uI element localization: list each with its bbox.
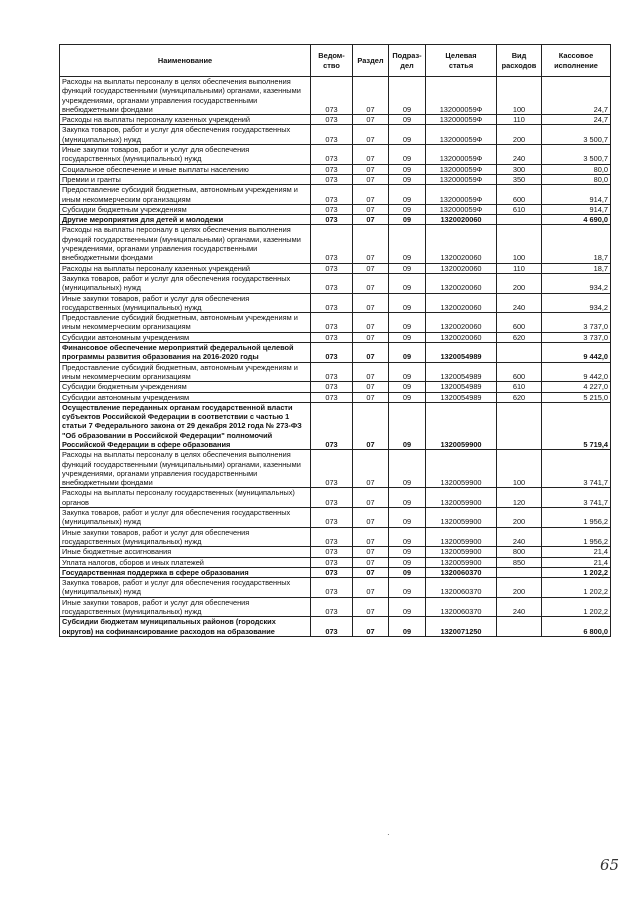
cell-podrazdel: 09 — [389, 508, 426, 528]
cell-podrazdel: 09 — [389, 450, 426, 488]
cell-vid — [497, 343, 542, 363]
cell-vid: 200 — [497, 508, 542, 528]
cell-vid: 120 — [497, 488, 542, 508]
cell-razdel: 07 — [353, 185, 389, 205]
cell-podrazdel: 09 — [389, 547, 426, 557]
cell-ved: 073 — [311, 547, 353, 557]
cell-vid: 610 — [497, 204, 542, 214]
cell-ved: 073 — [311, 164, 353, 174]
cell-name: Расходы на выплаты персоналу казенных учреждений — [60, 263, 311, 273]
cell-razdel: 07 — [353, 547, 389, 557]
cell-ved: 073 — [311, 204, 353, 214]
cell-name: Субсидии бюджетным учреждениям — [60, 204, 311, 214]
cell-sum: 1 202,2 — [542, 597, 611, 617]
cell-podrazdel: 09 — [389, 527, 426, 547]
header-name: Наименование — [60, 45, 311, 77]
cell-podrazdel: 09 — [389, 488, 426, 508]
cell-statya: 1320020060 — [426, 225, 497, 263]
cell-statya: 1320054989 — [426, 343, 497, 363]
cell-ved: 073 — [311, 597, 353, 617]
cell-name: Расходы на выплаты персоналу в целях обеспечения выполнения функций государственными (муниципальными) органами, казенными учреждениями, органами управления государственными внебюджетными фондами — [60, 225, 311, 263]
cell-razdel: 07 — [353, 567, 389, 577]
cell-name: Расходы на выплаты персоналу в целях обеспечения выполнения функций государственными (муниципальными) органами, казенными учреждениями, органами управления государственными внебюджетными фондами — [60, 77, 311, 115]
cell-podrazdel: 09 — [389, 392, 426, 402]
table-row — [60, 508, 611, 528]
cell-statya: 132000059Ф — [426, 125, 497, 145]
cell-razdel: 07 — [353, 164, 389, 174]
table-row — [60, 174, 611, 184]
cell-razdel: 07 — [353, 77, 389, 115]
table-row — [60, 547, 611, 557]
cell-ved: 073 — [311, 225, 353, 263]
cell-statya: 132000059Ф — [426, 185, 497, 205]
cell-statya: 1320020060 — [426, 215, 497, 225]
cell-ved: 073 — [311, 578, 353, 598]
cell-name: Субсидии автономным учреждениям — [60, 392, 311, 402]
cell-podrazdel: 09 — [389, 164, 426, 174]
cell-name: Субсидии бюджетам муниципальных районов (городских округов) на софинансирование расходов на образование — [60, 617, 311, 637]
cell-statya: 1320059900 — [426, 450, 497, 488]
cell-name: Иные закупки товаров, работ и услуг для обеспечения государственных (муниципальных) нужд — [60, 527, 311, 547]
cell-razdel: 07 — [353, 450, 389, 488]
cell-podrazdel: 09 — [389, 225, 426, 263]
cell-razdel: 07 — [353, 145, 389, 165]
cell-statya: 1320020060 — [426, 293, 497, 313]
cell-sum: 6 800,0 — [542, 617, 611, 637]
header-razdel: Раздел — [353, 45, 389, 77]
cell-statya: 1320020060 — [426, 263, 497, 273]
cell-ved: 073 — [311, 215, 353, 225]
cell-sum: 3 500,7 — [542, 145, 611, 165]
cell-vid: 110 — [497, 115, 542, 125]
cell-podrazdel: 09 — [389, 313, 426, 333]
cell-statya: 1320059900 — [426, 547, 497, 557]
cell-sum: 914,7 — [542, 185, 611, 205]
header-ispolnenie: Кассовое исполнение — [542, 45, 611, 77]
cell-statya: 132000059Ф — [426, 77, 497, 115]
cell-name: Закупка товаров, работ и услуг для обеспечения государственных (муниципальных) нужд — [60, 273, 311, 293]
cell-sum: 21,4 — [542, 557, 611, 567]
table-body — [60, 77, 611, 637]
cell-podrazdel: 09 — [389, 293, 426, 313]
cell-razdel: 07 — [353, 225, 389, 263]
cell-vid: 240 — [497, 145, 542, 165]
cell-sum: 4 227,0 — [542, 382, 611, 392]
cell-name: Субсидии бюджетным учреждениям — [60, 382, 311, 392]
cell-statya: 132000059Ф — [426, 164, 497, 174]
cell-ved: 073 — [311, 343, 353, 363]
cell-sum: 4 690,0 — [542, 215, 611, 225]
cell-razdel: 07 — [353, 204, 389, 214]
cell-vid: 300 — [497, 164, 542, 174]
table-row — [60, 617, 611, 637]
table-row — [60, 77, 611, 115]
cell-name: Социальное обеспечение и иные выплаты населению — [60, 164, 311, 174]
cell-name: Предоставление субсидий бюджетным, автономным учреждениям и иным некоммерческим организациям — [60, 313, 311, 333]
cell-vid: 350 — [497, 174, 542, 184]
cell-ved: 073 — [311, 273, 353, 293]
cell-podrazdel: 09 — [389, 204, 426, 214]
cell-statya: 1320060370 — [426, 567, 497, 577]
cell-podrazdel: 09 — [389, 332, 426, 342]
table-row — [60, 204, 611, 214]
cell-ved: 073 — [311, 508, 353, 528]
cell-podrazdel: 09 — [389, 77, 426, 115]
table-row — [60, 362, 611, 382]
table-row — [60, 125, 611, 145]
cell-sum: 914,7 — [542, 204, 611, 214]
cell-sum: 3 737,0 — [542, 332, 611, 342]
cell-razdel: 07 — [353, 508, 389, 528]
cell-name: Предоставление субсидий бюджетным, автономным учреждениям и иным некоммерческим организациям — [60, 362, 311, 382]
cell-razdel: 07 — [353, 362, 389, 382]
cell-razdel: 07 — [353, 527, 389, 547]
cell-ved: 073 — [311, 313, 353, 333]
cell-ved: 073 — [311, 527, 353, 547]
cell-podrazdel: 09 — [389, 597, 426, 617]
table-row — [60, 164, 611, 174]
cell-razdel: 07 — [353, 215, 389, 225]
table-row — [60, 273, 611, 293]
cell-razdel: 07 — [353, 263, 389, 273]
cell-vid: 200 — [497, 273, 542, 293]
cell-razdel: 07 — [353, 313, 389, 333]
cell-statya: 1320020060 — [426, 332, 497, 342]
cell-vid: 240 — [497, 597, 542, 617]
cell-podrazdel: 09 — [389, 557, 426, 567]
cell-ved: 073 — [311, 332, 353, 342]
cell-statya: 132000059Ф — [426, 115, 497, 125]
table-row — [60, 450, 611, 488]
header-ved: Ведом- ство — [311, 45, 353, 77]
cell-vid: 600 — [497, 362, 542, 382]
cell-vid: 600 — [497, 313, 542, 333]
cell-statya: 1320059900 — [426, 402, 497, 449]
cell-sum: 9 442,0 — [542, 362, 611, 382]
table-row — [60, 263, 611, 273]
table-row — [60, 332, 611, 342]
cell-name: Другие мероприятия для детей и молодежи — [60, 215, 311, 225]
table-row — [60, 145, 611, 165]
cell-ved: 073 — [311, 263, 353, 273]
cell-podrazdel: 09 — [389, 402, 426, 449]
cell-statya: 1320059900 — [426, 557, 497, 567]
cell-name: Премии и гранты — [60, 174, 311, 184]
cell-razdel: 07 — [353, 293, 389, 313]
table-row — [60, 343, 611, 363]
cell-statya: 1320054989 — [426, 362, 497, 382]
cell-name: Закупка товаров, работ и услуг для обеспечения государственных (муниципальных) нужд — [60, 125, 311, 145]
cell-vid: 800 — [497, 547, 542, 557]
cell-sum: 3 500,7 — [542, 125, 611, 145]
cell-ved: 073 — [311, 125, 353, 145]
table-row — [60, 392, 611, 402]
cell-razdel: 07 — [353, 332, 389, 342]
cell-ved: 073 — [311, 77, 353, 115]
cell-ved: 073 — [311, 115, 353, 125]
cell-vid — [497, 215, 542, 225]
table-row — [60, 215, 611, 225]
cell-ved: 073 — [311, 145, 353, 165]
table-row — [60, 115, 611, 125]
cell-sum: 934,2 — [542, 293, 611, 313]
cell-vid: 100 — [497, 77, 542, 115]
cell-podrazdel: 09 — [389, 343, 426, 363]
cell-sum: 934,2 — [542, 273, 611, 293]
cell-statya: 1320054989 — [426, 392, 497, 402]
cell-sum: 80,0 — [542, 164, 611, 174]
cell-vid: 620 — [497, 392, 542, 402]
cell-razdel: 07 — [353, 273, 389, 293]
cell-vid: 610 — [497, 382, 542, 392]
cell-razdel: 07 — [353, 392, 389, 402]
cell-sum: 3 737,0 — [542, 313, 611, 333]
cell-ved: 073 — [311, 382, 353, 392]
cell-podrazdel: 09 — [389, 263, 426, 273]
cell-podrazdel: 09 — [389, 125, 426, 145]
cell-sum: 80,0 — [542, 174, 611, 184]
cell-sum: 18,7 — [542, 263, 611, 273]
table-row — [60, 527, 611, 547]
cell-sum: 1 202,2 — [542, 578, 611, 598]
cell-vid — [497, 617, 542, 637]
cell-name: Расходы на выплаты персоналу казенных учреждений — [60, 115, 311, 125]
cell-vid — [497, 567, 542, 577]
table-row — [60, 185, 611, 205]
cell-podrazdel: 09 — [389, 578, 426, 598]
cell-sum: 1 956,2 — [542, 527, 611, 547]
cell-sum: 5 719,4 — [542, 402, 611, 449]
cell-statya: 1320060370 — [426, 597, 497, 617]
table-row — [60, 313, 611, 333]
cell-vid: 850 — [497, 557, 542, 567]
cell-name: Расходы на выплаты персоналу в целях обеспечения выполнения функций государственными (муниципальными) органами, казенными учреждениями, органами управления государственными внебюджетными фондами — [60, 450, 311, 488]
header-statya: Целевая статья — [426, 45, 497, 77]
cell-vid: 100 — [497, 450, 542, 488]
cell-podrazdel: 09 — [389, 382, 426, 392]
table-row — [60, 293, 611, 313]
cell-razdel: 07 — [353, 578, 389, 598]
budget-table — [59, 44, 611, 637]
cell-name: Осуществление переданных органам государственной власти субъектов Российской Федерации в соответствии с частью 1 статьи 7 Федерального закона от 29 декабря 2012 года № 273-ФЗ "Об образовании в Российской Федерации" полномочий Российской Федерации в сфере образования — [60, 402, 311, 449]
cell-razdel: 07 — [353, 597, 389, 617]
table-row — [60, 225, 611, 263]
cell-statya: 1320059900 — [426, 488, 497, 508]
cell-name: Закупка товаров, работ и услуг для обеспечения государственных (муниципальных) нужд — [60, 508, 311, 528]
cell-razdel: 07 — [353, 402, 389, 449]
cell-statya: 1320071250 — [426, 617, 497, 637]
table-row — [60, 578, 611, 598]
cell-podrazdel: 09 — [389, 215, 426, 225]
cell-sum: 3 741,7 — [542, 488, 611, 508]
header-podrazdel: Подраз- дел — [389, 45, 426, 77]
cell-razdel: 07 — [353, 343, 389, 363]
cell-name: Расходы на выплаты персоналу государственных (муниципальных) органов — [60, 488, 311, 508]
cell-name: Предоставление субсидий бюджетным, автономным учреждениям и иным некоммерческим организациям — [60, 185, 311, 205]
cell-statya: 132000059Ф — [426, 174, 497, 184]
cell-vid: 200 — [497, 578, 542, 598]
cell-ved: 073 — [311, 450, 353, 488]
cell-razdel: 07 — [353, 557, 389, 567]
cell-podrazdel: 09 — [389, 174, 426, 184]
cell-statya: 1320059900 — [426, 508, 497, 528]
cell-razdel: 07 — [353, 115, 389, 125]
cell-podrazdel: 09 — [389, 617, 426, 637]
table-row — [60, 402, 611, 449]
cell-razdel: 07 — [353, 382, 389, 392]
cell-name: Субсидии автономным учреждениям — [60, 332, 311, 342]
cell-name: Иные закупки товаров, работ и услуг для обеспечения государственных (муниципальных) нужд — [60, 597, 311, 617]
cell-vid: 200 — [497, 125, 542, 145]
page-dot-mark: · — [387, 830, 390, 839]
cell-statya: 132000059Ф — [426, 145, 497, 165]
cell-name: Иные закупки товаров, работ и услуг для обеспечения государственных (муниципальных) нужд — [60, 293, 311, 313]
cell-razdel: 07 — [353, 125, 389, 145]
table-row — [60, 597, 611, 617]
cell-vid: 240 — [497, 527, 542, 547]
cell-ved: 073 — [311, 362, 353, 382]
header-vid: Вид расходов — [497, 45, 542, 77]
cell-ved: 073 — [311, 488, 353, 508]
cell-vid: 600 — [497, 185, 542, 205]
cell-sum: 21,4 — [542, 547, 611, 557]
cell-name: Закупка товаров, работ и услуг для обеспечения государственных (муниципальных) нужд — [60, 578, 311, 598]
cell-name: Иные закупки товаров, работ и услуг для обеспечения государственных (муниципальных) нужд — [60, 145, 311, 165]
cell-sum: 5 215,0 — [542, 392, 611, 402]
cell-ved: 073 — [311, 174, 353, 184]
cell-podrazdel: 09 — [389, 185, 426, 205]
cell-ved: 073 — [311, 185, 353, 205]
cell-vid: 240 — [497, 293, 542, 313]
cell-ved: 073 — [311, 567, 353, 577]
table-row — [60, 567, 611, 577]
cell-statya: 1320060370 — [426, 578, 497, 598]
cell-name: Уплата налогов, сборов и иных платежей — [60, 557, 311, 567]
cell-ved: 073 — [311, 293, 353, 313]
cell-ved: 073 — [311, 402, 353, 449]
cell-podrazdel: 09 — [389, 115, 426, 125]
cell-statya: 1320059900 — [426, 527, 497, 547]
cell-sum: 3 741,7 — [542, 450, 611, 488]
cell-sum: 1 956,2 — [542, 508, 611, 528]
cell-statya: 1320054989 — [426, 382, 497, 392]
cell-sum: 9 442,0 — [542, 343, 611, 363]
cell-vid: 110 — [497, 263, 542, 273]
table-header-row — [60, 45, 611, 77]
cell-vid: 100 — [497, 225, 542, 263]
table-row — [60, 488, 611, 508]
page-number: 65 — [600, 856, 620, 874]
cell-statya: 132000059Ф — [426, 204, 497, 214]
cell-podrazdel: 09 — [389, 273, 426, 293]
cell-ved: 073 — [311, 392, 353, 402]
cell-name: Государственная поддержка в сфере образования — [60, 567, 311, 577]
cell-podrazdel: 09 — [389, 145, 426, 165]
cell-vid: 620 — [497, 332, 542, 342]
cell-sum: 18,7 — [542, 225, 611, 263]
cell-statya: 1320020060 — [426, 313, 497, 333]
cell-sum: 24,7 — [542, 77, 611, 115]
cell-vid — [497, 402, 542, 449]
cell-razdel: 07 — [353, 488, 389, 508]
cell-podrazdel: 09 — [389, 362, 426, 382]
budget-table-container — [59, 44, 610, 637]
cell-sum: 1 202,2 — [542, 567, 611, 577]
cell-statya: 1320020060 — [426, 273, 497, 293]
cell-razdel: 07 — [353, 617, 389, 637]
cell-ved: 073 — [311, 617, 353, 637]
cell-podrazdel: 09 — [389, 567, 426, 577]
cell-name: Иные бюджетные ассигнования — [60, 547, 311, 557]
table-row — [60, 382, 611, 392]
cell-name: Финансовое обеспечение мероприятий федеральной целевой программы развития образования на 2016-2020 годы — [60, 343, 311, 363]
cell-sum: 24,7 — [542, 115, 611, 125]
table-row — [60, 557, 611, 567]
cell-ved: 073 — [311, 557, 353, 567]
cell-razdel: 07 — [353, 174, 389, 184]
